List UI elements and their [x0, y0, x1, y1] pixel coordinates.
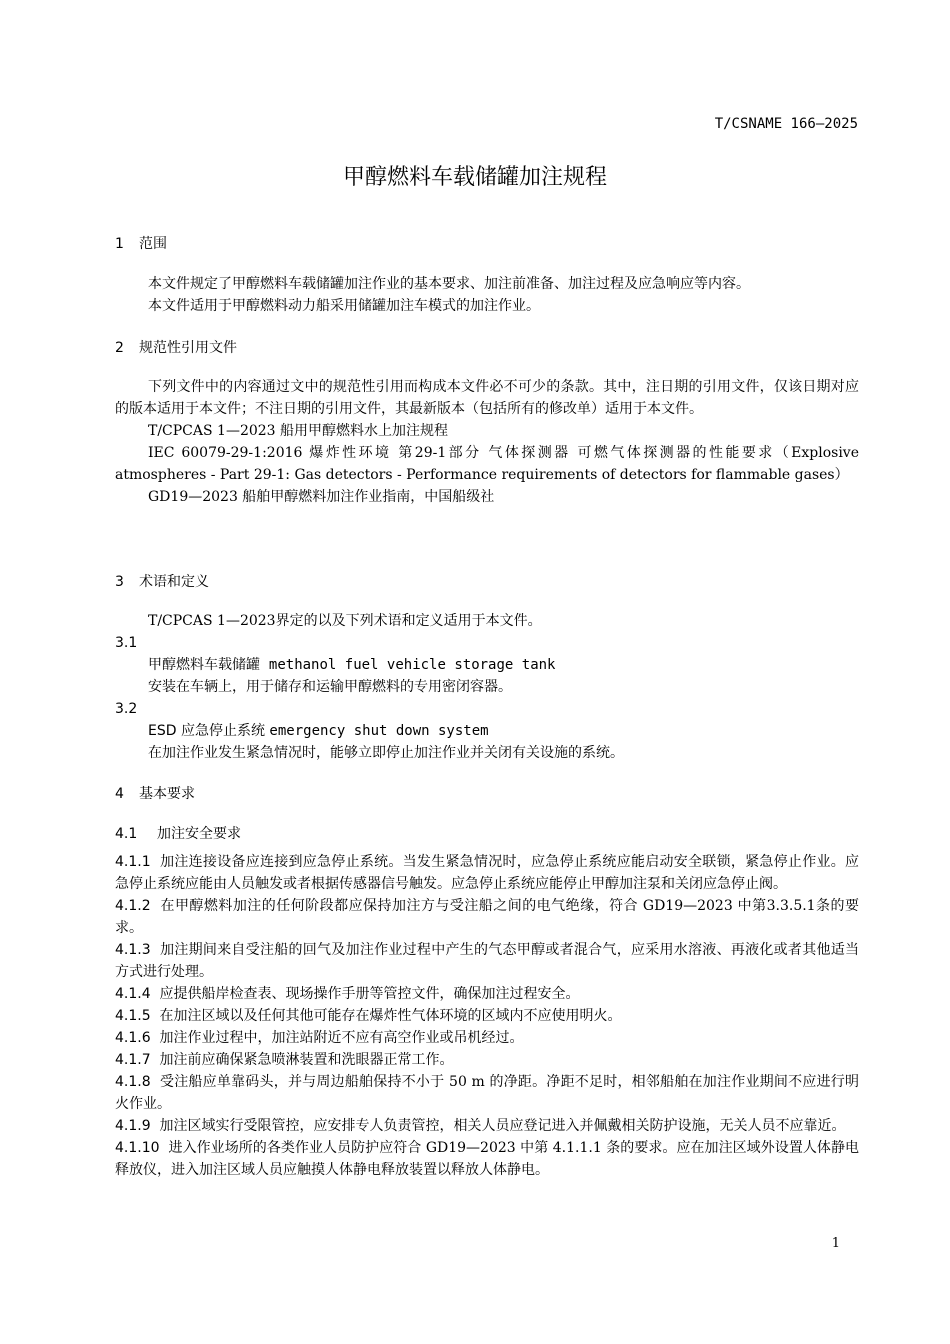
clause-text: 受注船应单靠码头，并与周边船舶保持不小于 50 m 的净距。净距不足时，相邻船舶在加注作业期间不应进行明火作业。 — [115, 1074, 859, 1112]
clause-number: 4.1.10 — [115, 1140, 160, 1156]
clause-number: 4.1.5 — [115, 1008, 151, 1024]
clause — [115, 983, 859, 1005]
term-zh: 甲醇燃料车载储罐 — [148, 657, 260, 673]
clause-text: 加注作业过程中，加注站附近不应有高空作业或吊机经过。 — [159, 1030, 524, 1046]
subsection-4-1-heading — [115, 823, 241, 843]
clause-number: 4.1.4 — [115, 986, 151, 1002]
subsection-number: 4.1 — [115, 826, 138, 842]
section-3-body — [115, 610, 859, 764]
section-number: 1 — [115, 236, 124, 252]
section-number: 2 — [115, 340, 124, 356]
reference-item: GD19—2023 船舶甲醇燃料加注作业指南，中国船级社 — [148, 489, 495, 505]
clause-text: 进入作业场所的各类作业人员防护应符合 GD19—2023 中第 4.1.1.1 条的要求。应在加注区域外设置人体静电释放仪，进入加注区域人员应触摸人体静电释放装置以释放人体静电。 — [115, 1140, 859, 1178]
section-title: 基本要求 — [139, 786, 195, 802]
term-title — [115, 720, 859, 742]
page-number: 1 — [831, 1236, 840, 1251]
clause — [115, 851, 859, 895]
section-4-heading — [115, 783, 195, 803]
clause-text: 在甲醇燃料加注的任何阶段都应保持加注方与受注船之间的电气绝缘，符合 GD19—2023 中第3.3.5.1条的要求。 — [115, 898, 859, 936]
term-number: 3.2 — [115, 701, 138, 717]
reference-item: T/CPCAS 1—2023 船用甲醇燃料水上加注规程 — [148, 423, 449, 439]
paragraph: 本文件规定了甲醇燃料车载储罐加注作业的基本要求、加注前准备、加注过程及应急响应等内容。 — [148, 276, 750, 292]
section-title: 规范性引用文件 — [139, 340, 237, 356]
clause — [115, 1115, 859, 1137]
clause-number: 4.1.6 — [115, 1030, 151, 1046]
clause — [115, 1005, 859, 1027]
clause-number: 4.1.7 — [115, 1052, 151, 1068]
clause-text: 加注区域实行受限管控，应安排专人负责管控，相关人员应登记进入并佩戴相关防护设施，无关人员不应靠近。 — [159, 1118, 846, 1134]
clause-number: 4.1.2 — [115, 898, 151, 914]
clause-number: 4.1.8 — [115, 1074, 151, 1090]
section-1-heading — [115, 233, 167, 253]
clause-text: 在加注区域以及任何其他可能存在爆炸性气体环境的区域内不应使用明火。 — [159, 1008, 622, 1024]
section-title: 范围 — [139, 236, 167, 252]
clause — [115, 895, 859, 939]
clause — [115, 1071, 859, 1115]
document-title: 甲醇燃料车载储罐加注规程 — [342, 165, 607, 190]
term-en: emergency shut down system — [269, 723, 489, 739]
term-zh: ESD 应急停止系统 — [148, 723, 265, 739]
term-title — [115, 654, 859, 676]
section-2-heading — [115, 337, 237, 357]
clause — [115, 1049, 859, 1071]
clause — [115, 1137, 859, 1181]
section-number: 3 — [115, 574, 124, 590]
paragraph: T/CPCAS 1—2023界定的以及下列术语和定义适用于本文件。 — [148, 613, 542, 629]
term-number: 3.1 — [115, 635, 138, 651]
section-title: 术语和定义 — [139, 574, 209, 590]
reference-item: IEC 60079-29-1:2016 爆炸性环境 第29-1部分 气体探测器 可燃气体探测器的性能要求（Explosive atmospheres - Part 29-1: Gas detectors - Performance requirements of detectors for flammable gases） — [115, 445, 859, 483]
clause — [115, 1027, 859, 1049]
standard-code: T/CSNAME 166—2025 — [714, 116, 858, 132]
clause-text: 加注前应确保紧急喷淋装置和洗眼器正常工作。 — [159, 1052, 454, 1068]
paragraph: 下列文件中的内容通过文中的规范性引用而构成本文件必不可少的条款。其中，注日期的引用文件，仅该日期对应的版本适用于本文件；不注日期的引用文件，其最新版本（包括所有的修改单）适用于本文件。 — [115, 379, 859, 417]
clause-text: 加注期间来自受注船的回气及加注作业过程中产生的气态甲醇或者混合气，应采用水溶液、再液化或者其他适当方式进行处理。 — [115, 942, 860, 980]
clause-text: 应提供船岸检查表、现场操作手册等管控文件，确保加注过程安全。 — [159, 986, 580, 1002]
term-definition: 安装在车辆上，用于储存和运输甲醇燃料的专用密闭容器。 — [148, 679, 512, 695]
term-en: methanol fuel vehicle storage tank — [268, 657, 556, 673]
clause-number: 4.1.1 — [115, 854, 151, 870]
paragraph: 本文件适用于甲醇燃料动力船采用储罐加注车模式的加注作业。 — [148, 298, 540, 314]
section-3-heading — [115, 571, 209, 591]
subsection-title: 加注安全要求 — [157, 826, 241, 842]
clause-number: 4.1.3 — [115, 942, 151, 958]
section-2-body — [115, 376, 859, 508]
clause-text: 加注连接设备应连接到应急停止系统。当发生紧急情况时，应急停止系统应能启动安全联锁，紧急停止作业。应急停止系统应能由人员触发或者根据传感器信号触发。应急停止系统应能停止甲醇加注泵和关闭应急停止阀。 — [115, 854, 860, 892]
section-number: 4 — [115, 786, 124, 802]
clause-number: 4.1.9 — [115, 1118, 151, 1134]
clause — [115, 939, 859, 983]
section-1-body — [115, 273, 859, 317]
section-4-clauses — [115, 851, 859, 1181]
term-definition: 在加注作业发生紧急情况时，能够立即停止加注作业并关闭有关设施的系统。 — [148, 745, 624, 761]
